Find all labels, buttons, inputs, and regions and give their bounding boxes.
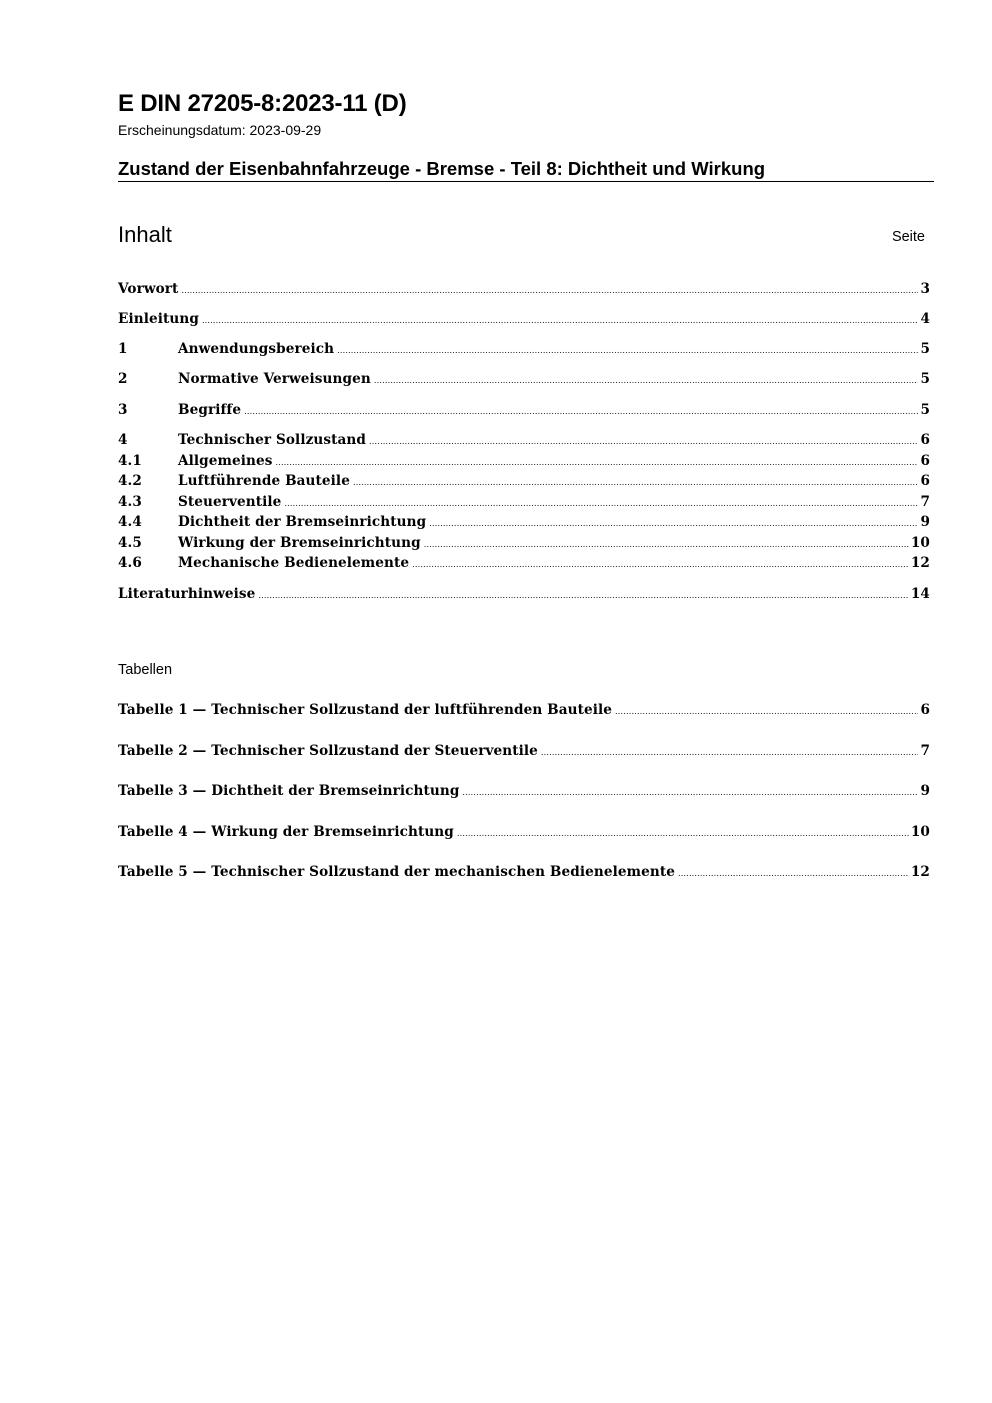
leader-dots: [369, 437, 918, 446]
toc-entry-4-6[interactable]: [118, 555, 930, 575]
toc-entry-number: 4.4: [118, 514, 142, 530]
tables-heading: Tabellen: [118, 662, 173, 678]
leader-dots: [457, 829, 909, 838]
toc-entry-page: 3: [920, 281, 930, 297]
toc-entry-number: 3: [118, 402, 128, 418]
toc-entry-title: Normative Verweisungen: [178, 371, 371, 387]
leader-dots: [284, 499, 918, 508]
toc-entry-page: 9: [920, 514, 930, 530]
toc-entry-title: Steuerventile: [178, 494, 282, 510]
document-title: Zustand der Eisenbahnfahrzeuge - Bremse - Teil 8: Dichtheit und Wirkung: [118, 158, 934, 182]
toc-heading: Inhalt: [118, 222, 172, 247]
toc-entry-number: 4.2: [118, 473, 142, 489]
toc-entry-4-4[interactable]: [118, 514, 930, 534]
toc-entry-literaturhinweise[interactable]: [118, 586, 930, 606]
leader-dots: [615, 707, 918, 716]
table-entry-title: Tabelle 5 — Technischer Sollzustand der mechanischen Bedienelemente: [118, 864, 675, 880]
toc-entry-page: 4: [920, 311, 930, 327]
leader-dots: [541, 748, 919, 757]
table-entry-4[interactable]: [118, 824, 930, 844]
toc-entry-title: Vorwort: [118, 281, 179, 297]
toc-entry-title: Technischer Sollzustand: [178, 432, 367, 448]
toc-entry-page: 5: [920, 341, 930, 357]
table-entry-page: 7: [920, 743, 930, 759]
toc-entry-4[interactable]: [118, 432, 930, 452]
leader-dots: [412, 560, 909, 569]
toc-entry-title: Literaturhinweise: [118, 586, 256, 602]
toc-entry-page: 14: [910, 586, 930, 602]
toc-entry-title: Mechanische Bedienelemente: [178, 555, 410, 571]
toc-entry-number: 2: [118, 371, 128, 387]
leader-dots: [276, 458, 919, 467]
toc-entry-number: 1: [118, 341, 128, 357]
toc-entry-title: Luftführende Bauteile: [178, 473, 350, 489]
toc-entry-einleitung[interactable]: [118, 311, 930, 331]
toc-entry-page: 6: [920, 453, 930, 469]
toc-entry-page: 6: [920, 473, 930, 489]
table-entry-page: 12: [910, 864, 930, 880]
toc-entry-title: Wirkung der Bremseinrichtung: [178, 535, 421, 551]
toc-entry-title: Anwendungsbereich: [178, 341, 335, 357]
leader-dots: [462, 788, 918, 797]
leader-dots: [678, 869, 909, 878]
toc-entry-number: 4.6: [118, 555, 142, 571]
toc-entry-number: 4.1: [118, 453, 142, 469]
document-id: E DIN 27205-8:2023-11 (D): [118, 90, 407, 117]
toc-entry-page: 5: [920, 402, 930, 418]
toc-entry-4-2[interactable]: [118, 473, 930, 493]
toc-entry-page: 6: [920, 432, 930, 448]
toc-entry-4-1[interactable]: [118, 453, 930, 473]
table-entry-title: Tabelle 3 — Dichtheit der Bremseinrichtung: [118, 783, 460, 799]
table-entry-page: 9: [920, 783, 930, 799]
toc-entry-title: Einleitung: [118, 311, 199, 327]
leader-dots: [337, 346, 918, 355]
toc-entry-title: Dichtheit der Bremseinrichtung: [178, 514, 427, 530]
toc-entry-4-5[interactable]: [118, 535, 930, 555]
leader-dots: [374, 376, 919, 385]
toc-entry-vorwort[interactable]: [118, 281, 930, 301]
table-entry-3[interactable]: [118, 783, 930, 803]
toc-entry-4-3[interactable]: [118, 494, 930, 514]
table-entry-page: 6: [920, 702, 930, 718]
toc-entry-page: 7: [920, 494, 930, 510]
leader-dots: [258, 591, 908, 600]
toc-entry-page: 12: [910, 555, 930, 571]
toc-entry-title: Allgemeines: [178, 453, 273, 469]
leader-dots: [429, 519, 918, 528]
table-entry-5[interactable]: [118, 864, 930, 884]
table-entry-title: Tabelle 2 — Technischer Sollzustand der Steuerventile: [118, 743, 538, 759]
leader-dots: [353, 478, 918, 487]
table-entry-1[interactable]: [118, 702, 930, 722]
leader-dots: [202, 316, 919, 325]
leader-dots: [424, 540, 909, 549]
toc-entry-1[interactable]: [118, 341, 930, 361]
page-column-label: Seite: [891, 229, 925, 245]
toc-entry-2[interactable]: [118, 371, 930, 391]
table-entry-page: 10: [910, 824, 930, 840]
leader-dots: [181, 286, 918, 295]
leader-dots: [244, 407, 918, 416]
toc-entry-number: 4.5: [118, 535, 142, 551]
table-entry-2[interactable]: [118, 743, 930, 763]
toc-entry-title: Begriffe: [178, 402, 242, 418]
toc-entry-3[interactable]: [118, 402, 930, 422]
table-entry-title: Tabelle 4 — Wirkung der Bremseinrichtung: [118, 824, 454, 840]
toc-entry-number: 4.3: [118, 494, 142, 510]
table-entry-title: Tabelle 1 — Technischer Sollzustand der luftführenden Bauteile: [118, 702, 613, 718]
toc-entry-page: 5: [920, 371, 930, 387]
toc-entry-page: 10: [910, 535, 930, 551]
toc-entry-number: 4: [118, 432, 128, 448]
publication-date: Erscheinungsdatum: 2023-09-29: [118, 122, 322, 138]
